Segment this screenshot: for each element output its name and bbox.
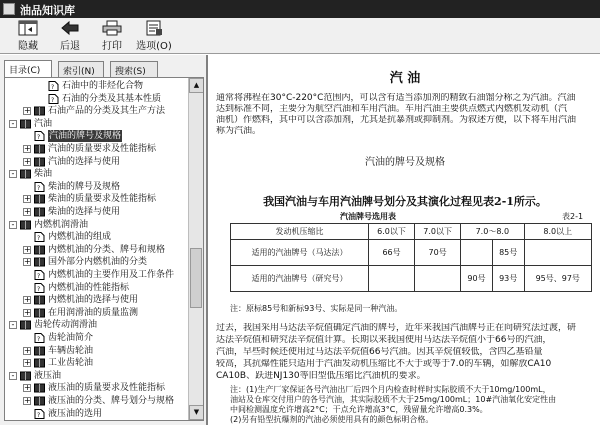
section-title: 汽油的牌号及规格 — [365, 157, 445, 168]
tree-item-label: 国外部分内燃机油的分类 — [48, 257, 148, 268]
tree-item-label: 汽油 — [34, 118, 53, 129]
svg-text:?: ? — [37, 184, 41, 192]
options-button[interactable] — [134, 20, 174, 52]
intro-line: 通常将沸程在30°C-220°C范围内，可以含有适当添加剂的精致石油馏分称之为汽油。汽油 — [216, 93, 576, 103]
book-icon — [34, 308, 45, 318]
tree-item[interactable] — [5, 269, 189, 281]
svg-text:?: ? — [51, 84, 55, 91]
collapse-icon[interactable]: - — [9, 221, 17, 229]
table-caption: 汽油牌号选用表 — [340, 212, 396, 221]
footnote-line: 油站及仓库交付用户的各号汽油，其实际胶质不大于25mg/100mL；10#汽油氧化安定性由 — [230, 395, 557, 404]
window-title: 油品知识库 — [20, 4, 75, 17]
tree-item-label: 液压油的分类、牌号划分与规格 — [48, 396, 175, 406]
body-line: CA10B、跃进NJ130等旧型低压缩比汽油机的要求。 — [216, 371, 426, 381]
footnote-line: (2)另有铅型抗爆剂的汽油必须使用具有的颜色标明合格。 — [230, 415, 434, 424]
page-icon — [48, 81, 59, 91]
expand-icon[interactable]: + — [24, 295, 31, 305]
collapse-icon[interactable]: - — [9, 120, 17, 128]
table-row — [231, 266, 592, 292]
tree-item[interactable] — [5, 193, 189, 205]
book-icon — [34, 295, 45, 305]
tree-item-label: 工业齿轮油 — [48, 358, 94, 369]
page-icon — [48, 94, 59, 104]
tree-item[interactable] — [5, 395, 189, 407]
tree-item-label: 汽油的质量要求及性能指标 — [48, 144, 157, 154]
footnote-line: 中间检测温度允许增高2°C；干点允许增高3°C，残留量允许增高0.3%。 — [230, 405, 488, 414]
table-header-row — [231, 224, 592, 240]
tree-item-label: 石油中的非烃化合物 — [62, 81, 144, 91]
back-arrow-icon — [60, 20, 80, 36]
expand-icon[interactable]: + — [24, 358, 31, 368]
tree-item-label: 内燃机油的主要作用及工作条件 — [48, 270, 175, 280]
print-button-label: 打印 — [102, 41, 122, 52]
body-line: 汽油，早些时候还使用过马达法辛烷值66号汽油。因其辛烷值较低，含四乙基铅量 — [216, 347, 543, 357]
tree-item[interactable] — [5, 370, 189, 382]
topic-heading: 汽 油 — [389, 71, 421, 86]
footnote-line: 注：(1)生产厂家保证各号汽油出厂后四个月内检查时样时实际胶质不大于10mg/100mL， — [230, 385, 551, 394]
expand-icon[interactable]: + — [24, 396, 31, 405]
book-icon — [20, 169, 31, 179]
tree-item[interactable] — [5, 319, 189, 331]
table-cell: 95号、97号 — [524, 266, 592, 292]
book-icon — [34, 157, 45, 167]
table-header-cell: 6.0以下 — [369, 224, 415, 240]
table-header-cell: 7.0～8.0 — [461, 224, 524, 240]
tree-item[interactable] — [5, 382, 189, 394]
tree-item-label: 石油的分类及其基本性质 — [62, 93, 162, 104]
book-icon — [34, 358, 45, 368]
back-button-label: 后退 — [60, 41, 80, 52]
table-cell: 93号 — [492, 266, 524, 292]
book-icon — [34, 194, 45, 204]
tree-item-label: 内燃机油的性能指标 — [48, 282, 130, 293]
book-icon — [20, 320, 31, 330]
title-bar — [0, 0, 600, 18]
help-app-icon — [3, 3, 15, 15]
intro-line: 油机）作燃料，其中可以含添加剂，尤其是抗暴剂或抑制剂。为叙述方便，以下将车用汽油 — [216, 115, 577, 125]
body-line: 过去，我国采用马达法辛烷值确定汽油的牌号，近年来我国汽油牌号正在向研究法过渡，研 — [216, 323, 577, 333]
expand-icon[interactable]: + — [24, 307, 31, 317]
table-row — [231, 240, 592, 266]
grade-table — [230, 223, 592, 292]
page-icon — [34, 333, 45, 343]
tree-item-label: 柴油的牌号及规格 — [48, 181, 121, 192]
tree-item[interactable] — [5, 231, 189, 243]
table-cell: 90号 — [461, 266, 493, 292]
body-line: 较高，其抗爆性能只适用于汽油发动机压缩比不大于或等于7.0的车辆，如解放CA10 — [216, 359, 552, 369]
tree-item[interactable] — [5, 294, 189, 306]
table-cell — [369, 266, 415, 292]
table-cell: 66号 — [369, 240, 415, 266]
contents-tree-panel — [4, 77, 204, 421]
table-cell: 适用的汽油牌号（研究号） — [231, 266, 369, 292]
tree-item-label: 柴油 — [34, 169, 53, 180]
tree-item[interactable] — [5, 408, 189, 420]
back-button[interactable] — [50, 20, 90, 52]
svg-text:?: ? — [37, 411, 41, 419]
expand-icon[interactable]: + — [24, 207, 31, 216]
tree-item[interactable] — [5, 219, 189, 231]
tree-item-label: 齿轮油简介 — [48, 333, 94, 343]
svg-text:?: ? — [37, 285, 41, 293]
tree-item[interactable] — [5, 181, 189, 193]
book-icon — [20, 119, 31, 129]
tree-item-label: 内燃机油的选择与使用 — [48, 295, 139, 306]
hide-button-label: 隐藏 — [18, 41, 38, 52]
book-icon — [34, 383, 45, 393]
tree-item[interactable] — [5, 244, 189, 256]
expand-icon[interactable]: + — [24, 144, 31, 153]
tree-item-selected[interactable] — [5, 130, 189, 142]
svg-text:?: ? — [37, 336, 41, 343]
expand-icon[interactable]: + — [24, 383, 31, 393]
expand-icon[interactable]: + — [24, 194, 31, 204]
collapse-icon[interactable]: - — [9, 170, 17, 178]
tree-item-label: 柴油的质量要求及性能指标 — [48, 194, 157, 205]
table-cell: 85号 — [492, 240, 524, 266]
tree-item[interactable] — [5, 93, 189, 105]
book-icon — [34, 257, 45, 267]
book-icon — [34, 207, 45, 217]
page-icon — [34, 409, 45, 419]
tree-item[interactable] — [5, 307, 189, 319]
table-cell — [415, 266, 461, 292]
svg-text:?: ? — [51, 96, 55, 104]
printer-icon — [102, 20, 122, 36]
book-icon — [34, 396, 45, 406]
book-icon — [34, 106, 45, 116]
page-icon — [34, 182, 45, 192]
tree-item[interactable] — [5, 206, 189, 218]
tree-item-label: 汽油的牌号及规格 — [49, 131, 122, 142]
svg-text:?: ? — [37, 134, 41, 142]
body-line: 达法辛烷值和研究法辛烷值计算。长期以来我国使用马达法辛烷值小于66号的汽油， — [216, 335, 552, 345]
table-cell: 适用的汽油牌号（马达法） — [231, 240, 369, 266]
options-icon — [144, 20, 164, 36]
table-header-cell: 8.0以上 — [524, 224, 592, 240]
hide-icon — [18, 20, 38, 36]
tree-item[interactable] — [5, 143, 189, 155]
tree-item[interactable] — [5, 345, 189, 357]
tab-index[interactable]: 索引(N) — [58, 61, 104, 77]
options-button-label: 选项(O) — [136, 41, 172, 52]
tree-item-label: 液压油的质量要求及性能指标 — [48, 383, 166, 394]
expand-icon[interactable]: + — [24, 244, 31, 254]
tree-item[interactable] — [5, 256, 189, 268]
tree-item-label: 液压油的选用 — [48, 408, 103, 419]
tree-item-label: 汽油的选择与使用 — [48, 156, 121, 167]
tree-item[interactable] — [5, 105, 189, 117]
tree-item-label: 内燃机油的组成 — [48, 232, 112, 243]
tab-search[interactable]: 搜索(S) — [110, 61, 158, 77]
svg-text:?: ? — [37, 235, 41, 243]
tree-item[interactable] — [5, 80, 189, 92]
table-header-cell: 发动机压缩比 — [231, 224, 369, 240]
expand-icon[interactable]: + — [24, 257, 31, 267]
scroll-thumb[interactable] — [190, 248, 202, 308]
nav-tabs — [4, 61, 204, 77]
book-icon — [20, 371, 31, 381]
tree-item[interactable] — [5, 357, 189, 369]
svg-text:?: ? — [37, 273, 41, 280]
tree-item-label: 在用润滑油的质量监测 — [48, 307, 139, 318]
page-icon — [34, 270, 45, 280]
tree-item[interactable] — [5, 282, 189, 294]
collapse-icon[interactable]: - — [9, 321, 17, 329]
tree-item-label: 内燃机润滑油 — [34, 219, 89, 230]
expand-icon[interactable]: + — [24, 156, 31, 166]
page-icon — [34, 232, 45, 242]
book-icon — [34, 245, 45, 255]
book-icon — [20, 220, 31, 230]
table-intro: 我国汽油与车用汽油牌号划分及其演化过程见表2-1所示。 — [263, 195, 547, 208]
book-icon — [34, 144, 45, 154]
table-header-cell: 7.0以下 — [415, 224, 461, 240]
tree-item[interactable] — [5, 156, 189, 168]
topic-content — [210, 55, 600, 425]
table-cell — [461, 240, 493, 266]
tree-item[interactable] — [5, 332, 189, 344]
scroll-down-icon[interactable]: ▼ — [189, 405, 204, 420]
intro-line: 称为汽油。 — [216, 126, 262, 136]
expand-icon[interactable]: + — [24, 106, 31, 116]
page-icon — [34, 283, 45, 293]
tree-item[interactable] — [5, 168, 189, 180]
toolbar — [0, 18, 600, 54]
tab-contents[interactable]: 目录(C) — [4, 60, 52, 78]
navigation-pane — [0, 55, 208, 425]
page-icon — [34, 131, 45, 141]
book-icon — [34, 346, 45, 356]
tree-item-label: 齿轮传动润滑油 — [34, 320, 98, 331]
table-cell — [524, 240, 592, 266]
scroll-up-icon[interactable]: ▲ — [189, 78, 204, 93]
tree-item-label: 柴油的选择与使用 — [48, 207, 121, 217]
intro-line: 达到标准不同，主要分为航空汽油和车用汽油。车用汽油主要供点燃式内燃机发动机（汽 — [216, 104, 568, 114]
tree-item-label: 内燃机油的分类、牌号和规格 — [48, 244, 166, 255]
table-number: 表2-1 — [562, 212, 584, 221]
collapse-icon[interactable]: - — [9, 372, 17, 380]
print-button[interactable] — [92, 20, 132, 52]
tree-item-label: 液压油 — [34, 370, 62, 381]
hide-button[interactable] — [8, 20, 48, 52]
tree-item[interactable] — [5, 118, 189, 130]
tree-scrollbar[interactable] — [188, 78, 203, 420]
table-cell: 70号 — [415, 240, 461, 266]
tree-item-label: 车辆齿轮油 — [48, 345, 94, 356]
table-note: 注：原标85号和新标93号、实际是同一种汽油。 — [230, 304, 403, 313]
expand-icon[interactable]: + — [24, 345, 31, 355]
tree-item-label: 石油产品的分类及其生产方法 — [48, 106, 166, 117]
